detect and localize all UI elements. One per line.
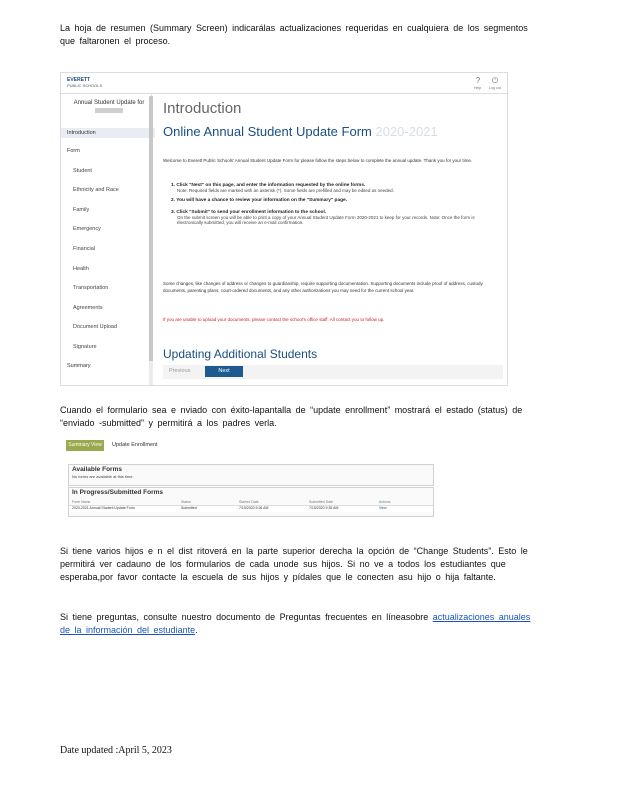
sidebar-item-introduction[interactable]: Introduction bbox=[61, 128, 155, 138]
sidebar-item-signature[interactable]: Signature bbox=[73, 344, 97, 350]
step-1-note: Note: Required fields are marked with an asterisk (*). Some fields are prefilled and may be edited as needed. bbox=[177, 188, 394, 193]
welcome-text: Welcome to Everett Public Schools' Annual Student Update Form for please follow the steps below to complete the annual update. Thank you for your time. bbox=[163, 158, 473, 163]
col-actions: Actions bbox=[379, 500, 391, 504]
sidebar bbox=[61, 94, 152, 385]
tab-update-enrollment[interactable]: Update Enrollment bbox=[112, 442, 158, 448]
col-started-date: Started Date bbox=[239, 500, 259, 504]
form-screenshot bbox=[60, 72, 508, 386]
intro-heading: Introduction bbox=[163, 100, 242, 117]
help-icon[interactable]: ? bbox=[475, 76, 481, 85]
col-submitted-date: Submitted Date bbox=[309, 500, 334, 504]
cell-form-name: 2020-2021 Annual Student Update Form bbox=[72, 506, 135, 510]
col-status: Status bbox=[181, 500, 191, 504]
intro-paragraph: La hoja de resumen (Summary Screen) indicarálas actualizaciones requeridas en cualquiera de los segmentos que faltaronen el proceso. bbox=[60, 23, 528, 46]
sidebar-item-document-upload[interactable]: Document Upload bbox=[73, 324, 118, 330]
view-link[interactable]: View bbox=[379, 506, 387, 510]
help-label[interactable]: Help bbox=[474, 86, 482, 90]
submitted-forms-box bbox=[68, 487, 434, 517]
logo-bottom-text: PUBLIC SCHOOLS bbox=[67, 83, 103, 88]
sidebar-item-transportation[interactable]: Transportation bbox=[73, 285, 109, 291]
logout-icon[interactable]: ⏻ bbox=[491, 76, 499, 85]
redacted-name bbox=[95, 108, 123, 113]
previous-button[interactable]: Previous bbox=[169, 368, 191, 374]
step-1-title: 1. Click "Next" on this page, and enter the information requested by the online forms. bbox=[171, 183, 366, 188]
form-year: 2020-2021 bbox=[375, 124, 438, 139]
date-updated: Date updated :April 5, 2023 bbox=[60, 745, 172, 756]
sidebar-item-form[interactable]: Form bbox=[67, 148, 80, 154]
main-content bbox=[163, 94, 503, 385]
faq-period: . bbox=[195, 625, 198, 635]
school-logo bbox=[67, 78, 102, 88]
upload-warning: If you are unable to upload your documents, please contact the school's office staff. All contact you to follow up. bbox=[163, 317, 385, 322]
available-forms-text: No forms are available at this time. bbox=[72, 474, 134, 479]
cell-started-date: 7/15/2020 9:26 AM bbox=[239, 506, 269, 510]
next-button[interactable]: Next bbox=[205, 366, 243, 377]
step-3-note: On the submit screen you will be able to print a copy of your Annual Student Update Form 2020-2021 to keep for your records. Note: Once the form is electronically submitted, you will receive an e-mail confirmation. bbox=[177, 215, 475, 225]
sidebar-item-summary[interactable]: Summary bbox=[67, 363, 91, 369]
available-forms-box bbox=[68, 464, 434, 486]
sidebar-item-health[interactable]: Health bbox=[73, 266, 89, 272]
sidebar-item-agreements[interactable]: Agreements bbox=[73, 305, 103, 311]
updating-heading: Updating Additional Students bbox=[163, 347, 318, 361]
table-row bbox=[69, 506, 433, 512]
app-header bbox=[61, 73, 507, 94]
col-form-name: Form Name bbox=[72, 500, 91, 504]
sidebar-item-family[interactable]: Family bbox=[73, 207, 90, 213]
available-forms-title: Available Forms bbox=[72, 466, 122, 473]
sidebar-item-financial[interactable]: Financial bbox=[73, 246, 96, 252]
step-2-title: 2. You will have a chance to review your information on the "Summary" page. bbox=[171, 198, 348, 203]
sidebar-title: Annual Student Update for bbox=[69, 99, 149, 115]
change-students-paragraph: Si tiene varios hijos e n el dist ritoverá en la parte superior derecha la opción de “Change Students”. Esto le permitirá ver cadauno de los formularios de cada unode sus hijos. Si no ve a todos los estudiantes que esperaba,por favor contacte la escuela de sus hijos y pídales que le conecten asu hijo o hija faltante. bbox=[60, 546, 528, 582]
sidebar-scroll-thumb[interactable] bbox=[149, 96, 153, 361]
cell-status: Submitted bbox=[181, 506, 197, 510]
step-3-title: 3. Click "Submit" to send your enrollment information to the school. bbox=[171, 210, 327, 215]
cell-submitted-date: 7/15/2020 9:35 AM bbox=[309, 506, 339, 510]
logo-top-text: EVERETT bbox=[67, 77, 91, 83]
sidebar-item-student[interactable]: Student bbox=[73, 168, 92, 174]
faq-text: Si tiene preguntas, consulte nuestro documento de Preguntas frecuentes en líneasobre bbox=[60, 612, 433, 622]
form-title: Online Annual Student Update Form 2020-2021 bbox=[163, 124, 438, 139]
changes-note: Some changes, like changes of address or changes to guardianship, require supporting documentation. Supporting documents include proof of address, custody documents, parenting plans, court-ordered documents, and any other authorizations you may need for the current school year. bbox=[163, 281, 483, 293]
submitted-forms-title: In Progress/Submitted Forms bbox=[72, 489, 164, 496]
tab-summary-view[interactable]: Summary View bbox=[66, 440, 104, 451]
sidebar-item-ethnicity[interactable]: Ethnicity and Race bbox=[73, 187, 119, 193]
steps-list bbox=[171, 183, 501, 225]
logout-label[interactable]: Log out bbox=[489, 86, 501, 90]
submitted-paragraph: Cuando el formulario sea e nviado con éxito-lapantalla de “update enrollment” mostrará el estado (status) de “enviado -submitted” y permitirá a los padres verla. bbox=[60, 405, 523, 428]
faq-paragraph bbox=[60, 611, 540, 637]
sidebar-item-emergency[interactable]: Emergency bbox=[73, 226, 101, 232]
nav-button-bar bbox=[163, 365, 503, 379]
faq-link[interactable]: actualizaciones anuales de la información del estudiante bbox=[60, 612, 531, 635]
enrollment-screenshot bbox=[60, 436, 432, 518]
